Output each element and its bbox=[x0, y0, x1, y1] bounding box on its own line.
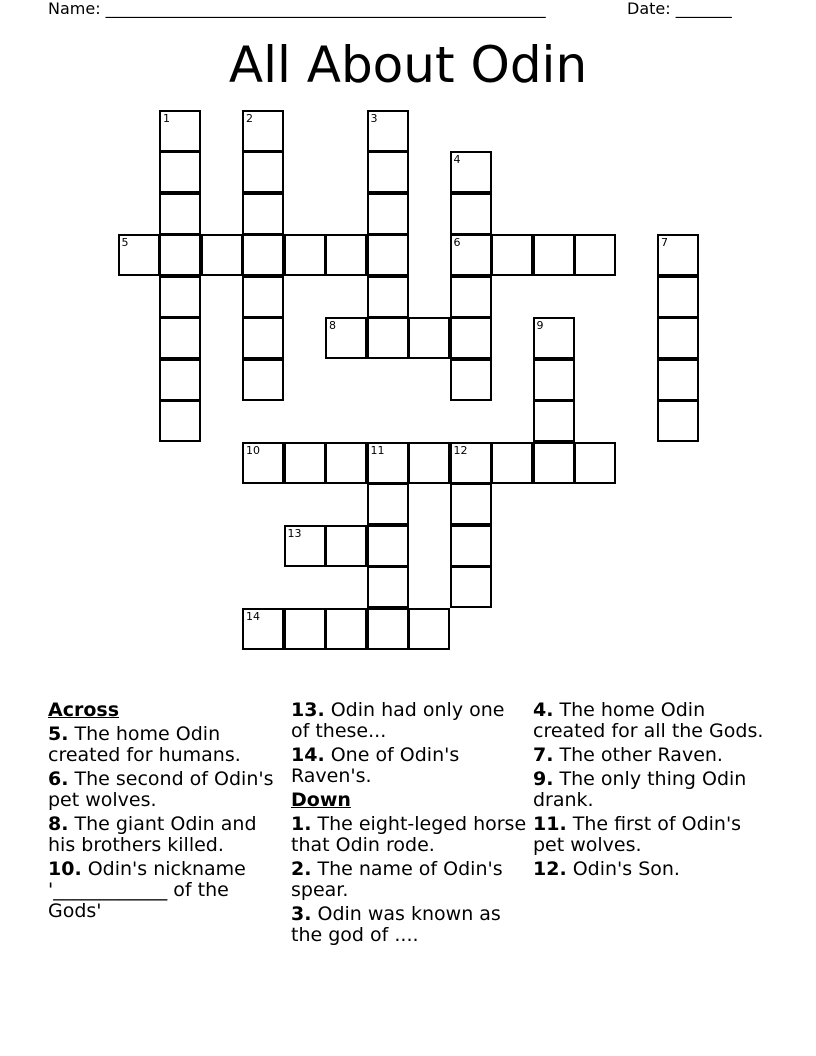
grid-cell[interactable] bbox=[574, 442, 616, 484]
clue bbox=[48, 814, 284, 856]
clue-text: Odin's nickname '____________ of the Gods' bbox=[48, 858, 246, 922]
grid-cell[interactable] bbox=[533, 234, 575, 276]
clue-number: 13 bbox=[287, 526, 302, 540]
grid-cell[interactable] bbox=[159, 151, 201, 193]
grid-cell[interactable] bbox=[533, 359, 575, 401]
grid-cell[interactable] bbox=[367, 525, 409, 567]
clue-number: 9. bbox=[533, 768, 554, 790]
clue-text: The other Raven. bbox=[553, 744, 723, 766]
grid-cell[interactable] bbox=[491, 234, 533, 276]
grid-cell[interactable] bbox=[450, 483, 492, 525]
clue-text: The eight-leged horse that Odin rode. bbox=[291, 813, 527, 856]
grid-cell[interactable] bbox=[118, 234, 160, 276]
clue-text: Odin had only one of these... bbox=[291, 699, 505, 742]
grid-cell[interactable] bbox=[408, 608, 450, 650]
grid-cell[interactable] bbox=[367, 608, 409, 650]
clue-number: 7 bbox=[661, 236, 668, 249]
grid-cell[interactable] bbox=[367, 276, 409, 318]
grid-cell[interactable] bbox=[533, 400, 575, 442]
clue bbox=[533, 700, 769, 742]
grid-cell[interactable] bbox=[408, 317, 450, 359]
clue-number: 11 bbox=[370, 443, 385, 457]
grid-cell[interactable] bbox=[242, 317, 284, 359]
grid-cell[interactable] bbox=[450, 525, 492, 567]
grid-cell[interactable] bbox=[450, 359, 492, 401]
grid-cell[interactable] bbox=[284, 442, 326, 484]
clue bbox=[291, 814, 527, 856]
grid-cell[interactable] bbox=[201, 234, 243, 276]
clue bbox=[533, 814, 769, 856]
clue-number: 4. bbox=[533, 699, 554, 721]
grid-cell[interactable] bbox=[242, 151, 284, 193]
grid-cell[interactable] bbox=[284, 234, 326, 276]
grid-cell[interactable] bbox=[450, 317, 492, 359]
grid-cell[interactable] bbox=[325, 525, 367, 567]
grid-cell[interactable] bbox=[367, 566, 409, 608]
clue-number: 14. bbox=[291, 744, 325, 766]
clue bbox=[48, 769, 284, 811]
grid-cell[interactable] bbox=[159, 359, 201, 401]
grid-cell[interactable] bbox=[450, 276, 492, 318]
clue-number: 10 bbox=[246, 443, 260, 457]
puzzle-title: All About Odin bbox=[228, 36, 588, 94]
clue-number: 5 bbox=[121, 236, 129, 249]
grid-cell[interactable] bbox=[657, 234, 699, 276]
clue-number: 12 bbox=[453, 443, 468, 457]
clue-text: The first of Odin's pet wolves. bbox=[533, 813, 742, 856]
grid-cell[interactable] bbox=[450, 566, 492, 608]
grid-cell[interactable] bbox=[367, 193, 409, 235]
grid-cell[interactable] bbox=[159, 317, 201, 359]
grid-cell[interactable] bbox=[159, 234, 201, 276]
clue-text: The home Odin created for humans. bbox=[48, 723, 241, 766]
grid-cell[interactable] bbox=[284, 608, 326, 650]
clue-number: 2 bbox=[246, 111, 253, 125]
grid-cell[interactable] bbox=[159, 276, 201, 318]
clue-number: 1 bbox=[163, 111, 170, 125]
clue-text: Odin's Son. bbox=[566, 858, 680, 880]
grid-cell[interactable] bbox=[242, 442, 284, 484]
clue bbox=[291, 700, 527, 742]
grid-cell[interactable] bbox=[325, 608, 367, 650]
clue-section-heading: Down bbox=[291, 789, 351, 811]
clue-number: 12. bbox=[533, 858, 567, 880]
clue bbox=[533, 745, 769, 766]
date-field: Date: _______ bbox=[627, 0, 732, 18]
name-field: Name: _______________________________________________________ bbox=[48, 0, 546, 18]
clue-number: 3 bbox=[370, 111, 378, 125]
grid-cell[interactable] bbox=[450, 234, 492, 276]
grid-cell[interactable] bbox=[657, 317, 699, 359]
grid-cell[interactable] bbox=[533, 442, 575, 484]
clue-number: 7. bbox=[533, 744, 554, 766]
clue-number: 2. bbox=[291, 858, 312, 880]
grid-cell[interactable] bbox=[450, 442, 492, 484]
clue bbox=[533, 769, 769, 811]
grid-cell[interactable] bbox=[367, 234, 409, 276]
clue-text: The only thing Odin drank. bbox=[533, 768, 747, 811]
clue-number: 1. bbox=[291, 813, 312, 835]
clue-number: 8. bbox=[48, 813, 69, 835]
clue-text: The name of Odin's spear. bbox=[291, 858, 503, 901]
clue bbox=[48, 859, 284, 922]
clue-number: 11. bbox=[533, 813, 567, 835]
clue-section-heading: Across bbox=[48, 699, 120, 721]
grid-cell[interactable] bbox=[367, 151, 409, 193]
grid-cell[interactable] bbox=[325, 317, 367, 359]
grid-cell[interactable] bbox=[367, 317, 409, 359]
clue bbox=[291, 904, 527, 946]
grid-cell[interactable] bbox=[242, 359, 284, 401]
grid-cell[interactable] bbox=[657, 359, 699, 401]
clue-number: 6 bbox=[453, 236, 461, 249]
grid-cell[interactable] bbox=[325, 442, 367, 484]
clue-number: 5. bbox=[48, 723, 69, 745]
grid-cell[interactable] bbox=[159, 193, 201, 235]
clue-number: 13. bbox=[291, 699, 325, 721]
grid-cell[interactable] bbox=[367, 483, 409, 525]
clues-column-2 bbox=[291, 700, 527, 949]
clue-number: 4 bbox=[453, 153, 461, 166]
grid-cell[interactable] bbox=[657, 400, 699, 442]
grid-cell[interactable] bbox=[367, 442, 409, 484]
grid-cell[interactable] bbox=[242, 234, 284, 276]
grid-cell[interactable] bbox=[159, 400, 201, 442]
clue-text: Odin was known as the god of .... bbox=[291, 903, 501, 946]
clue bbox=[291, 859, 527, 901]
clue-number: 3. bbox=[291, 903, 312, 925]
grid-cell[interactable] bbox=[574, 234, 616, 276]
grid-cell[interactable] bbox=[657, 276, 699, 318]
grid-cell[interactable] bbox=[408, 442, 450, 484]
clues-column-3 bbox=[533, 700, 769, 883]
grid-cell[interactable] bbox=[450, 193, 492, 235]
clue bbox=[291, 745, 527, 787]
clues-column-1 bbox=[48, 700, 284, 925]
clue bbox=[48, 724, 284, 766]
clue-number: 10. bbox=[48, 858, 82, 880]
clue-number: 8 bbox=[329, 319, 336, 332]
grid-cell[interactable] bbox=[450, 151, 492, 193]
grid-cell[interactable] bbox=[242, 608, 284, 650]
clue bbox=[533, 859, 769, 880]
clue-text: The second of Odin's pet wolves. bbox=[48, 768, 274, 811]
grid-cell[interactable] bbox=[242, 193, 284, 235]
grid-cell[interactable] bbox=[284, 525, 326, 567]
clue-number: 14 bbox=[246, 609, 260, 623]
grid-cell[interactable] bbox=[159, 110, 201, 152]
grid-cell[interactable] bbox=[325, 234, 367, 276]
clue-text: The giant Odin and his brothers killed. bbox=[48, 813, 257, 856]
clue-text: One of Odin's Raven's. bbox=[291, 744, 460, 787]
grid-cell[interactable] bbox=[367, 110, 409, 152]
grid-cell[interactable] bbox=[242, 276, 284, 318]
clue-number: 6. bbox=[48, 768, 69, 790]
grid-cell[interactable] bbox=[242, 110, 284, 152]
grid-cell[interactable] bbox=[533, 317, 575, 359]
grid-cell[interactable] bbox=[491, 442, 533, 484]
clue-text: The home Odin created for all the Gods. bbox=[533, 699, 764, 742]
clue-number: 9 bbox=[536, 319, 544, 332]
